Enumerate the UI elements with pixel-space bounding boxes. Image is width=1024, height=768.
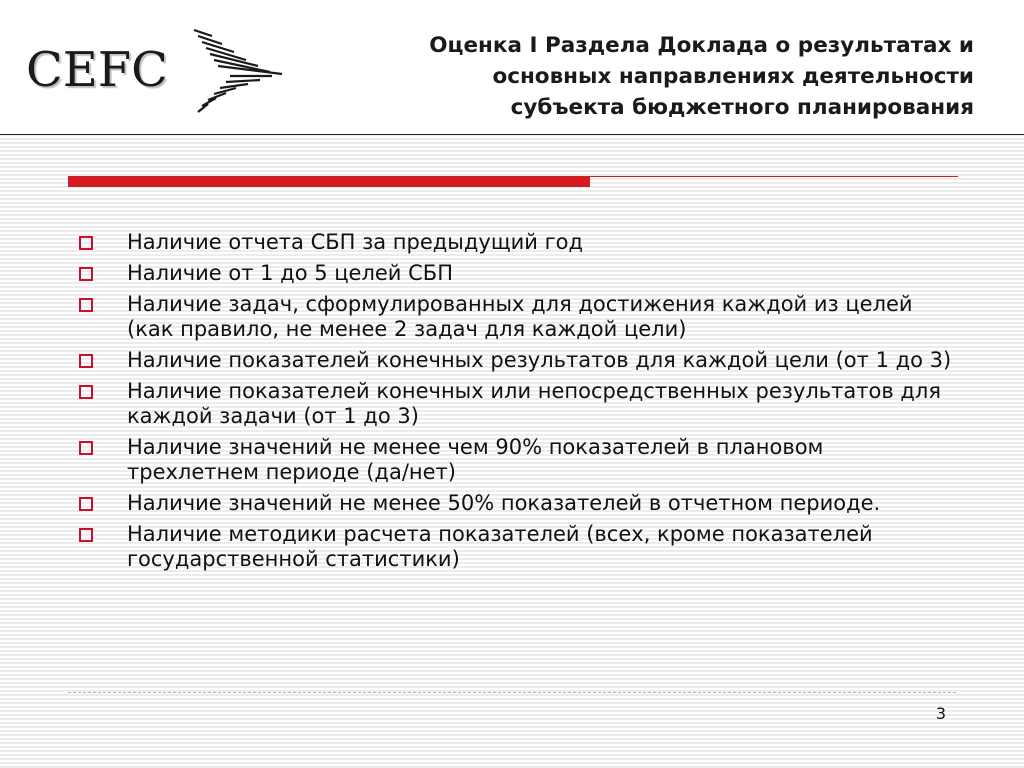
red-accent-bar bbox=[68, 176, 590, 187]
header-divider bbox=[0, 134, 1024, 135]
cefc-logo bbox=[18, 20, 288, 120]
square-bullet-icon bbox=[79, 298, 93, 312]
list-item-text: Наличие отчета СБП за предыдущий год bbox=[127, 230, 583, 254]
square-bullet-icon bbox=[79, 267, 93, 281]
title-line-3: субъекта бюджетного планирования bbox=[510, 95, 974, 120]
list-item bbox=[76, 522, 956, 572]
list-item-text: Наличие значений не менее 50% показателей в отчетном периоде. bbox=[127, 491, 881, 515]
list-item bbox=[76, 379, 956, 429]
slide-title bbox=[354, 30, 974, 123]
square-bullet-icon bbox=[79, 441, 93, 455]
striped-arrow-icon bbox=[190, 26, 290, 116]
title-line-2: основных направлениях деятельности bbox=[492, 64, 974, 89]
list-item bbox=[76, 435, 956, 485]
logo-text: CEFC bbox=[26, 42, 168, 98]
list-item-text: Наличие значений не менее чем 90% показателей в плановом трехлетнем периоде (да/нет) bbox=[127, 435, 824, 484]
bullet-list bbox=[76, 230, 956, 578]
square-bullet-icon bbox=[79, 528, 93, 542]
list-item bbox=[76, 491, 956, 516]
square-bullet-icon bbox=[79, 354, 93, 368]
square-bullet-icon bbox=[79, 385, 93, 399]
page-number: 3 bbox=[935, 704, 946, 723]
list-item-text: Наличие от 1 до 5 целей СБП bbox=[127, 261, 453, 285]
list-item bbox=[76, 292, 956, 342]
list-item-text: Наличие методики расчета показателей (всех, кроме показателей государственной статистики) bbox=[127, 522, 873, 571]
list-item-text: Наличие показателей конечных или непосредственных результатов для каждой задачи (от 1 до 3) bbox=[127, 379, 941, 428]
red-accent-line bbox=[590, 176, 958, 177]
list-item bbox=[76, 348, 956, 373]
square-bullet-icon bbox=[79, 497, 93, 511]
list-item-text: Наличие задач, сформулированных для достижения каждой из целей (как правило, не менее 2 задач для каждой цели) bbox=[127, 292, 913, 341]
footer-divider bbox=[68, 692, 956, 693]
list-item bbox=[76, 230, 956, 255]
list-item-text: Наличие показателей конечных результатов для каждой цели (от 1 до 3) bbox=[127, 348, 952, 372]
square-bullet-icon bbox=[79, 236, 93, 250]
title-line-1: Оценка I Раздела Доклада о результатах и bbox=[429, 33, 974, 58]
list-item bbox=[76, 261, 956, 286]
